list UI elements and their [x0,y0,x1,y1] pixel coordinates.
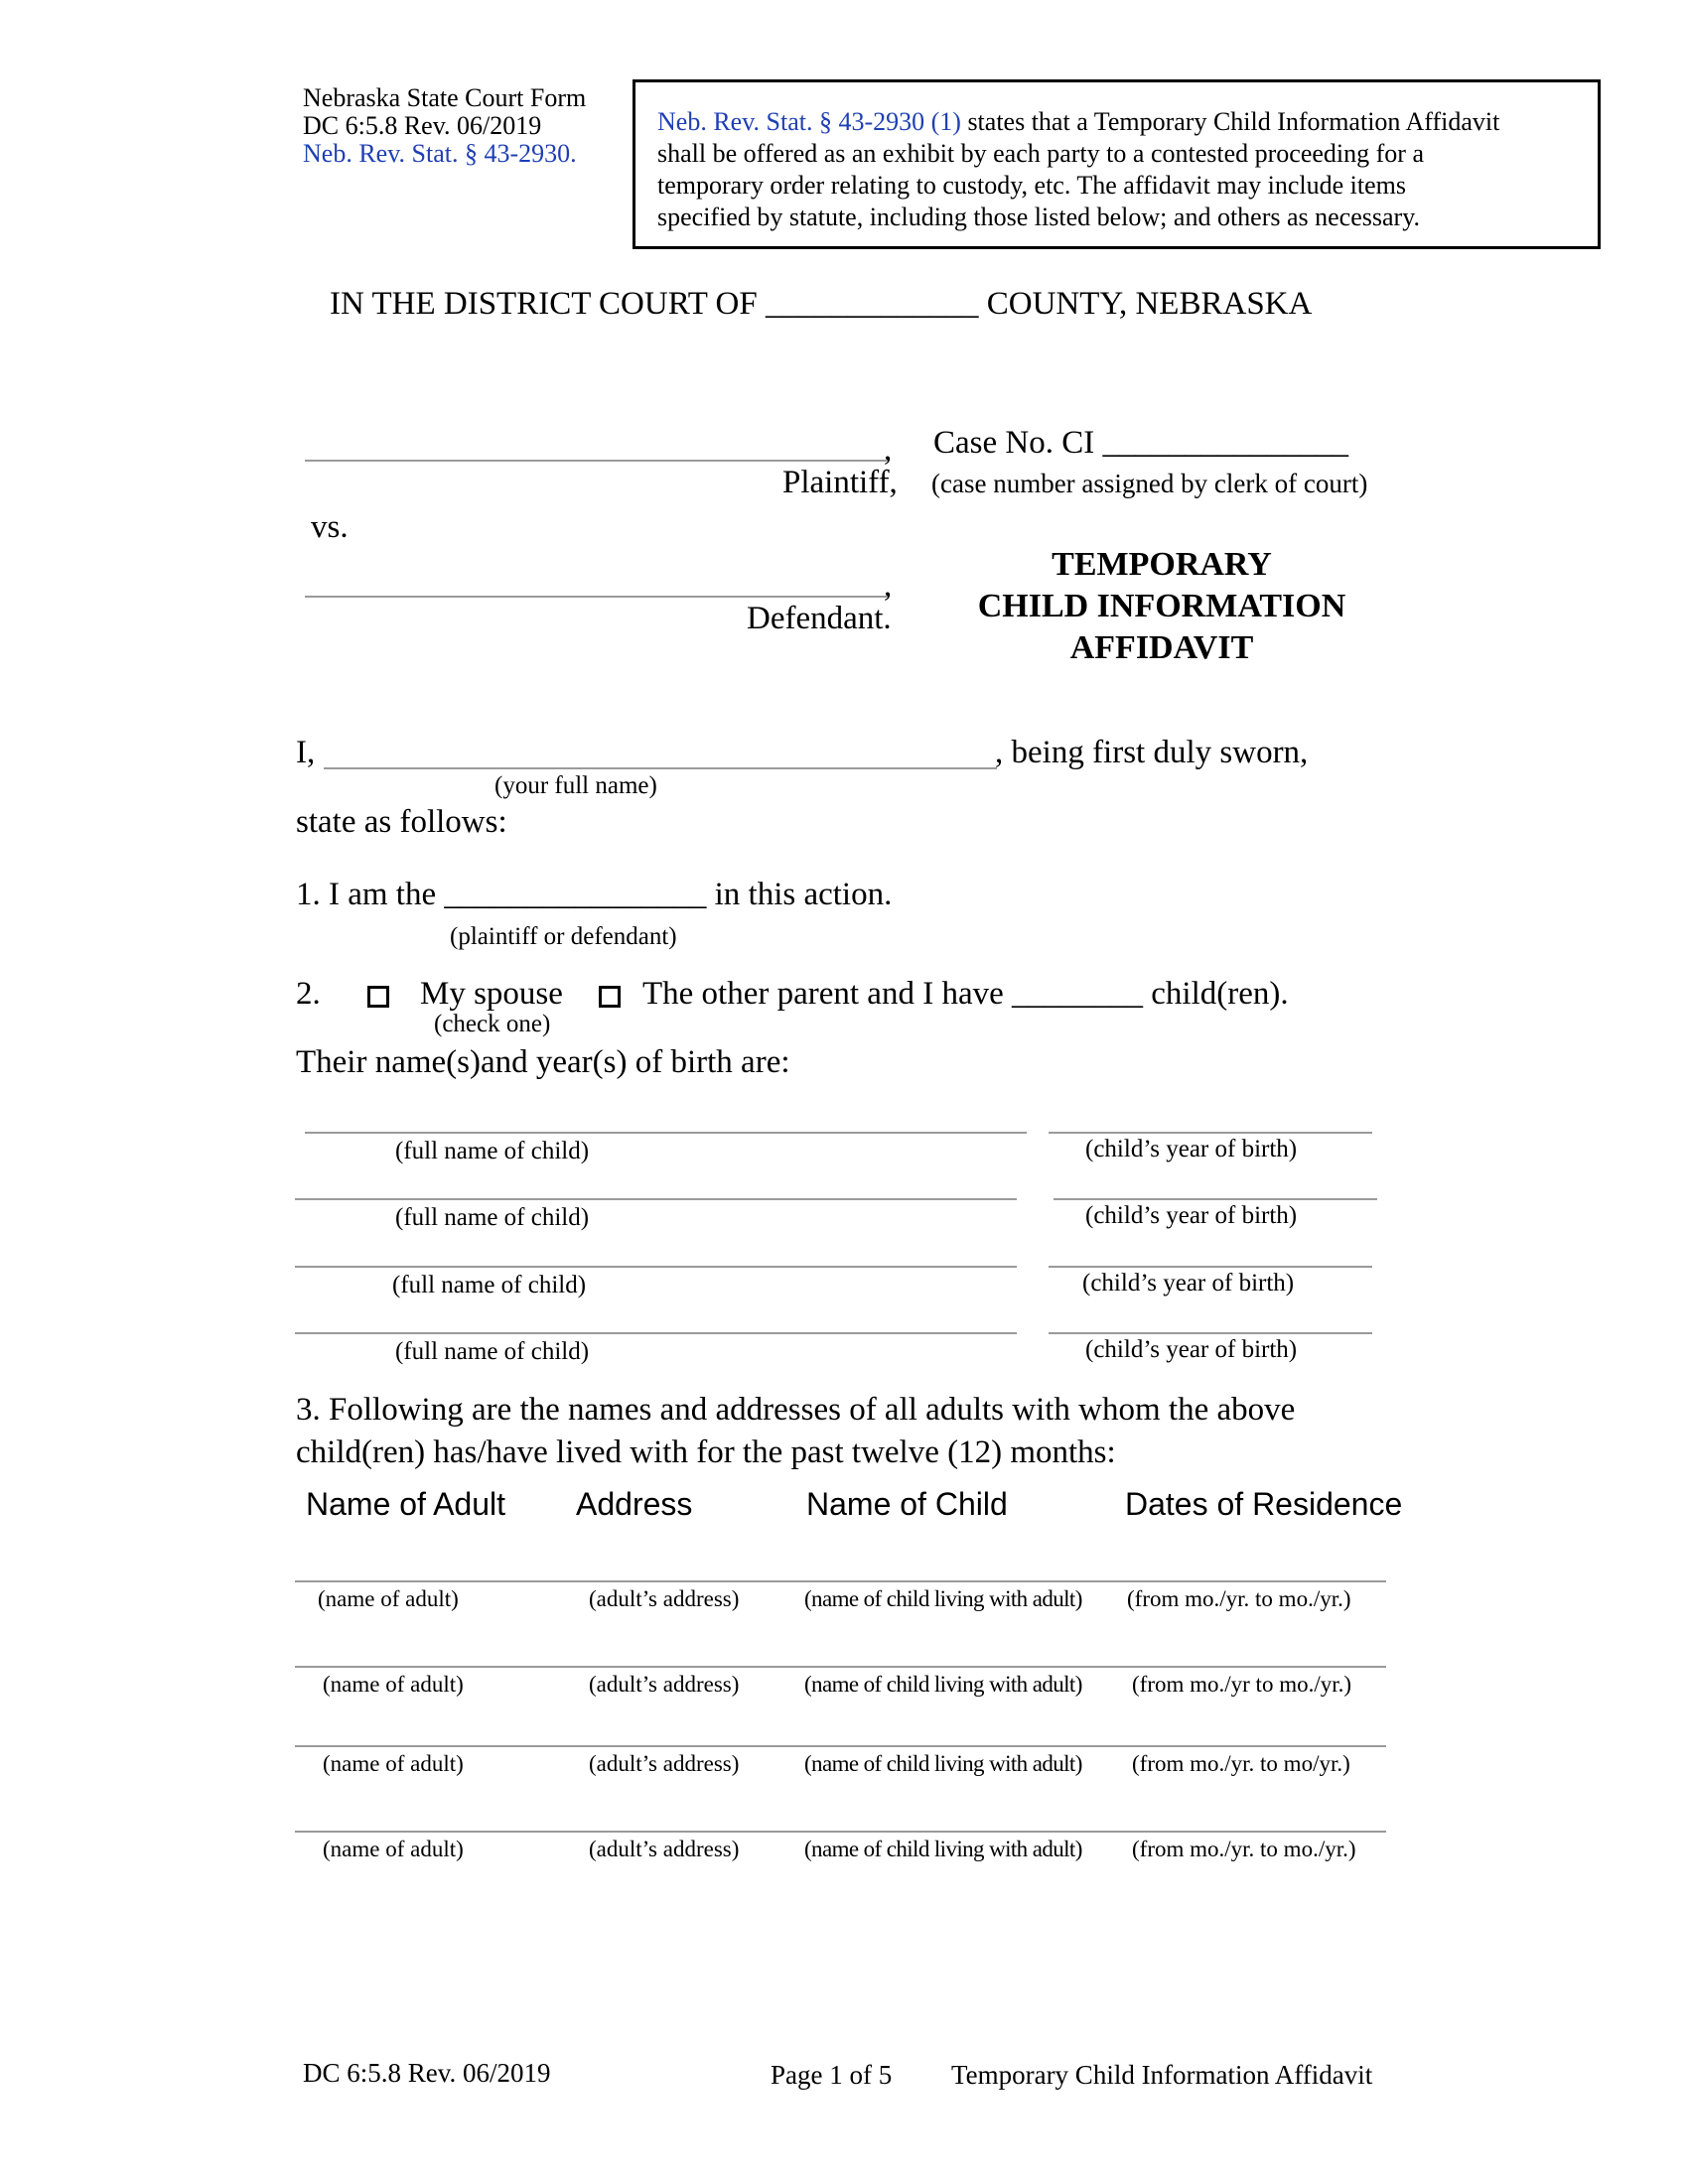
table-row-line[interactable] [295,1666,1386,1668]
child-living-hint: (name of child living with adult) [804,1672,1082,1697]
notice-statute-link[interactable]: Neb. Rev. Stat. § 43-2930 (1) [657,107,961,136]
defendant-name-line[interactable] [305,596,889,598]
check-one-hint: (check one) [434,1011,551,1037]
court-suffix: COUNTY, NEBRASKA [986,286,1313,322]
table-row-line[interactable] [295,1745,1386,1747]
title-line-2: CHILD INFORMATION [977,588,1346,624]
dates-hint: (from mo./yr. to mo/yr.) [1132,1751,1350,1776]
my-spouse-checkbox[interactable] [367,986,389,1008]
child-count-blank[interactable]: ________ [1012,976,1143,1012]
item1-hint: (plaintiff or defendant) [450,923,677,950]
child-name-line[interactable] [295,1266,1017,1268]
col-name-of-child: Name of Child [806,1486,1008,1522]
oath-prefix: I, [296,735,316,770]
child-name-hint: (full name of child) [392,1272,587,1298]
adult-address-hint: (adult’s address) [589,1586,740,1611]
party-role-blank[interactable]: ________________ [444,877,707,912]
document-title [914,544,1410,669]
item2-suffix: child(ren). [1151,976,1289,1012]
defendant-comma: , [884,568,893,604]
title-line-1: TEMPORARY [1052,546,1272,583]
notice-line-1-text: states that a Temporary Child Information Affidavit [960,107,1500,136]
footer-title: Temporary Child Information Affidavit [951,2060,1373,2090]
item1-suffix: in this action. [714,877,893,912]
child-name-hint: (full name of child) [395,1338,590,1365]
other-parent-label: The other parent and I have [642,976,1004,1012]
form-name: Nebraska State Court Form [303,83,587,112]
footer-form-id: DC 6:5.8 Rev. 06/2019 [303,2058,551,2088]
oath-suffix: , being first duly sworn, [995,735,1309,770]
adult-name-hint: (name of adult) [323,1837,464,1861]
case-no-hint: (case number assigned by clerk of court) [931,469,1368,498]
child-year-hint: (child’s year of birth) [1085,1136,1298,1162]
adult-name-hint: (name of adult) [323,1672,464,1697]
table-row-line[interactable] [295,1831,1386,1833]
children-intro: Their name(s)and year(s) of birth are: [296,1044,790,1080]
col-dates-of-residence: Dates of Residence [1125,1486,1403,1522]
plaintiff-comma: , [884,432,893,468]
plaintiff-label: Plaintiff, [782,465,898,500]
child-year-hint: (child’s year of birth) [1085,1336,1298,1363]
adult-name-hint: (name of adult) [318,1586,459,1611]
adult-address-hint: (adult’s address) [589,1751,740,1776]
notice-line-1 [657,106,1598,138]
adult-address-hint: (adult’s address) [589,1837,740,1861]
adult-name-hint: (name of adult) [323,1751,464,1776]
my-spouse-label: My spouse [420,976,563,1012]
item2-number: 2. [296,976,321,1012]
child-name-hint: (full name of child) [395,1138,590,1164]
dates-hint: (from mo./yr to mo./yr.) [1132,1672,1352,1697]
state-as-follows: state as follows: [296,804,507,840]
case-no [933,425,1348,462]
affiant-name-hint: (your full name) [494,772,657,799]
plaintiff-name-line[interactable] [305,460,889,462]
child-year-line[interactable] [1049,1266,1372,1268]
notice-line-3: temporary order relating to custody, etc. The affidavit may include items [657,171,1406,200]
defendant-label: Defendant. [747,601,892,636]
form-id: DC 6:5.8 Rev. 06/2019 [303,111,542,140]
item1-line [296,877,892,913]
case-no-blank[interactable]: _______________ [1102,425,1348,461]
child-year-line[interactable] [1054,1198,1377,1200]
county-blank[interactable]: _____________ [765,286,979,322]
col-address: Address [576,1486,693,1522]
child-year-line[interactable] [1049,1132,1372,1134]
child-name-hint: (full name of child) [395,1204,590,1231]
item3-line-2: child(ren) has/have lived with for the past twelve (12) months: [296,1434,1116,1470]
child-name-line[interactable] [295,1198,1017,1200]
notice-box [633,79,1601,249]
child-year-line[interactable] [1049,1332,1372,1334]
item2-line [642,976,1289,1013]
child-year-hint: (child’s year of birth) [1085,1202,1298,1229]
title-line-3: AFFIDAVIT [1069,629,1254,666]
affiant-name-line[interactable] [324,767,997,769]
case-no-label: Case No. CI [933,425,1095,461]
adult-address-hint: (adult’s address) [589,1672,740,1697]
child-living-hint: (name of child living with adult) [804,1751,1082,1776]
other-parent-checkbox[interactable] [599,986,621,1008]
child-name-line[interactable] [295,1332,1017,1334]
child-name-line[interactable] [305,1132,1027,1134]
footer-page-number: Page 1 of 5 [771,2060,893,2090]
item1-prefix: 1. I am the [296,877,437,912]
child-living-hint: (name of child living with adult) [804,1837,1082,1861]
dates-hint: (from mo./yr. to mo./yr.) [1127,1586,1351,1611]
dates-hint: (from mo./yr. to mo./yr.) [1132,1837,1356,1861]
notice-line-4: specified by statute, including those listed below; and others as necessary. [657,203,1421,231]
notice-line-2: shall be offered as an exhibit by each party to a contested proceeding for a [657,139,1424,168]
table-row-line[interactable] [295,1580,1386,1582]
court-prefix: IN THE DISTRICT COURT OF [330,286,758,322]
statute-link[interactable]: Neb. Rev. Stat. § 43-2930. [303,139,577,168]
child-living-hint: (name of child living with adult) [804,1586,1082,1611]
child-year-hint: (child’s year of birth) [1082,1270,1295,1297]
item3-line-1: 3. Following are the names and addresses of all adults with whom the above [296,1392,1296,1428]
col-name-of-adult: Name of Adult [306,1486,505,1522]
court-heading [330,286,1312,323]
vs-label: vs. [311,509,349,545]
